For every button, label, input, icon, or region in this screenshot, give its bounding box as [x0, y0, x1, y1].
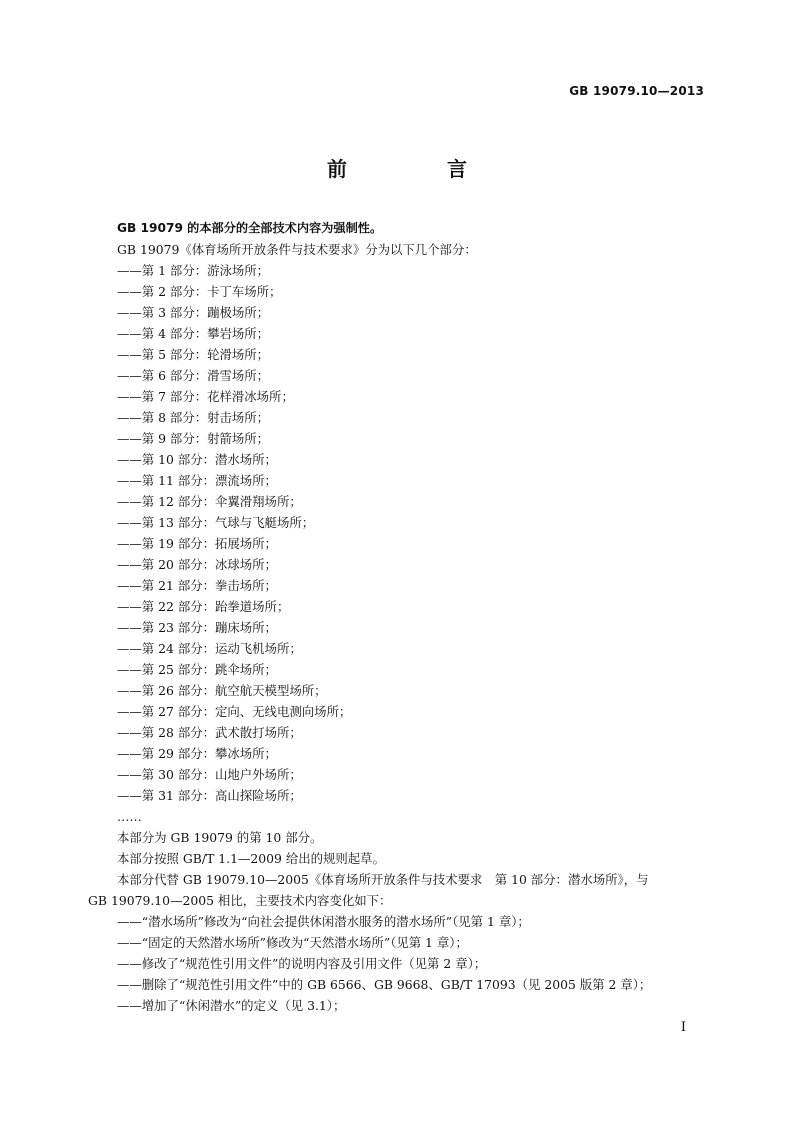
ellipsis: ……: [117, 809, 142, 824]
list-item: ——删除了“规范性引用文件”中的 GB 6566、GB 9668、GB/T 17093（见 2005 版第 2 章）；: [117, 977, 652, 992]
list-item: ——修改了“规范性引用文件”的说明内容及引用文件（见第 2 章）；: [117, 956, 487, 971]
list-item: ——第 6 部分：滑雪场所；: [117, 368, 270, 383]
list-item: ——第 27 部分：定向、无线电测向场所；: [117, 704, 352, 719]
list-item: ——第 24 部分：运动飞机场所；: [117, 641, 302, 656]
part-statement: 本部分为 GB 19079 的第 10 部分。: [117, 830, 323, 845]
list-item: ——第 21 部分：拳击场所；: [117, 578, 277, 593]
list-item: ——第 31 部分：高山探险场所；: [117, 788, 302, 803]
replacement-line-1: 本部分代替 GB 19079.10—2005《体育场所开放条件与技术要求 第 10 部分：潜水场所》，与: [117, 872, 649, 887]
standard-code: GB 19079.10—2013: [569, 84, 704, 98]
list-item: ——第 25 部分：跳伞场所；: [117, 662, 277, 677]
list-item: ——第 7 部分：花样滑冰场所；: [117, 389, 294, 404]
list-item: ——增加了“休闲潜水”的定义（见 3.1）；: [117, 998, 346, 1013]
list-item: ——“潜水场所”修改为“向社会提供休闲潜水服务的潜水场所”（见第 1 章）；: [117, 914, 530, 929]
mandatory-note: GB 19079 的本部分的全部技术内容为强制性。: [117, 221, 383, 235]
replacement-line-2: GB 19079.10—2005 相比，主要技术内容变化如下：: [88, 893, 392, 908]
list-item: ——第 20 部分：冰球场所；: [117, 557, 277, 572]
list-item: ——第 26 部分：航空航天模型场所；: [117, 683, 327, 698]
foreword-body: [88, 218, 708, 1016]
list-item: ——第 10 部分：潜水场所；: [117, 452, 277, 467]
intro-text: GB 19079《体育场所开放条件与技术要求》分为以下几个部分：: [117, 242, 477, 257]
list-item: ——第 2 部分：卡丁车场所；: [117, 284, 282, 299]
list-item: ——第 23 部分：蹦床场所；: [117, 620, 277, 635]
list-item: ——第 13 部分：气球与飞艇场所；: [117, 515, 315, 530]
list-item: ——第 12 部分：伞翼滑翔场所；: [117, 494, 302, 509]
list-item: ——第 4 部分：攀岩场所；: [117, 326, 270, 341]
drafting-rule: 本部分按照 GB/T 1.1—2009 给出的规则起草。: [117, 851, 385, 866]
changes-list: [88, 911, 708, 1016]
list-item: ——“固定的天然潜水场所”修改为“天然潜水场所”（见第 1 章）；: [117, 935, 468, 950]
list-item: ——第 3 部分：蹦极场所；: [117, 305, 270, 320]
page-title: 前 言: [327, 157, 507, 181]
list-item: ——第 1 部分：游泳场所；: [117, 263, 270, 278]
parts-list: [88, 260, 708, 806]
list-item: ——第 11 部分：漂流场所；: [117, 473, 277, 488]
list-item: ——第 28 部分：武术散打场所；: [117, 725, 302, 740]
list-item: ——第 9 部分：射箭场所；: [117, 431, 270, 446]
list-item: ——第 5 部分：轮滑场所；: [117, 347, 270, 362]
list-item: ——第 29 部分：攀冰场所；: [117, 746, 277, 761]
list-item: ——第 22 部分：跆拳道场所；: [117, 599, 290, 614]
page-number: I: [680, 1020, 686, 1035]
list-item: ——第 8 部分：射击场所；: [117, 410, 270, 425]
list-item: ——第 30 部分：山地户外场所；: [117, 767, 302, 782]
list-item: ——第 19 部分：拓展场所；: [117, 536, 277, 551]
